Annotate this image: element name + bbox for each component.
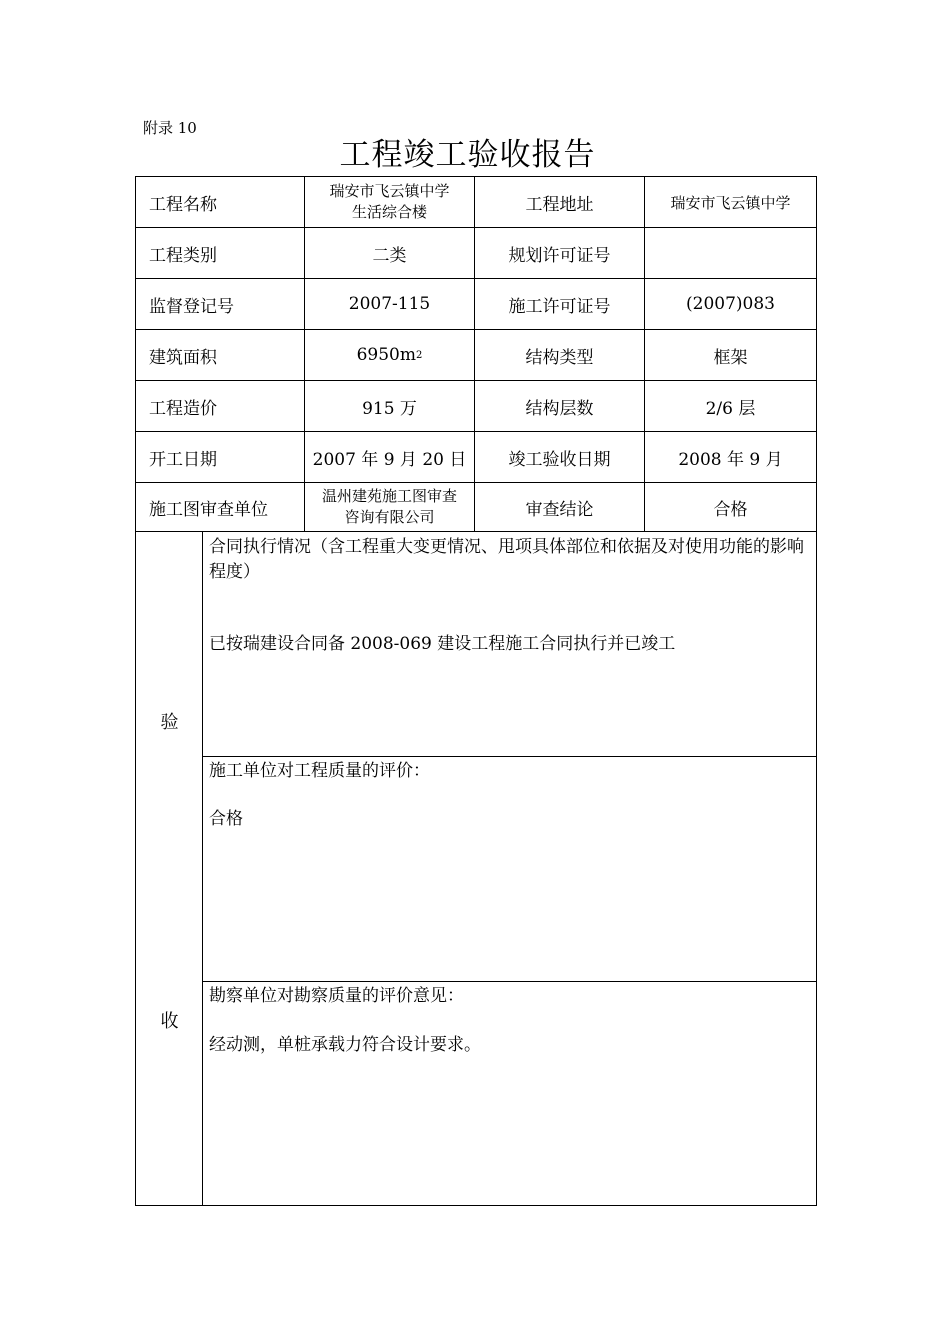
table-row-project-category [136, 228, 816, 279]
value-planning-permit [645, 228, 816, 278]
label-project-name: 工程名称 [136, 177, 305, 227]
table-row-supervision-number [136, 279, 816, 330]
value-project-name-line2: 生活综合楼 [351, 203, 427, 221]
value-building-area-unit: 2 [416, 349, 423, 361]
side-label-top: 验 [160, 712, 179, 733]
value-project-name [305, 177, 475, 227]
value-review-conclusion: 合格 [713, 499, 748, 520]
side-label-bottom: 收 [160, 1011, 179, 1032]
section-construction-evaluation-content: 合格 [209, 809, 243, 829]
label-review-unit: 施工图审查单位 [136, 483, 305, 531]
table-row-project-name [136, 177, 816, 228]
table-row-building-area [136, 330, 816, 381]
value-building-area-number: 6950m [356, 345, 416, 365]
label-supervision-number: 监督登记号 [136, 279, 305, 329]
value-review-unit-line1: 温州建苑施工图审查 [321, 487, 457, 505]
value-review-unit-line2: 咨询有限公司 [344, 508, 435, 526]
label-start-date: 开工日期 [136, 432, 305, 482]
label-acceptance-date: 竣工验收日期 [475, 432, 645, 482]
label-structure-type: 结构类型 [475, 330, 645, 380]
acceptance-side-column [136, 532, 203, 1206]
value-floors: 2/6 层 [705, 398, 756, 419]
label-building-area: 建筑面积 [136, 330, 305, 380]
value-structure-type: 框架 [713, 347, 748, 368]
value-review-unit [305, 483, 475, 531]
section-contract-execution [203, 532, 816, 757]
table-row-start-date [136, 432, 816, 483]
label-review-conclusion: 审查结论 [475, 483, 645, 531]
label-project-cost: 工程造价 [136, 381, 305, 431]
label-project-address: 工程地址 [475, 177, 645, 227]
value-project-name-line1: 瑞安市飞云镇中学 [329, 182, 450, 200]
value-supervision-number: 2007-115 [305, 279, 475, 329]
label-project-category: 工程类别 [136, 228, 305, 278]
value-acceptance-date: 2008 年 9 月 [678, 449, 783, 470]
value-start-date: 2007 年 9 月 20 日 [305, 432, 475, 482]
section-construction-evaluation-heading: 施工单位对工程质量的评价： [209, 761, 430, 781]
label-construction-permit: 施工许可证号 [475, 279, 645, 329]
value-construction-permit: (2007)083 [686, 294, 775, 314]
value-project-cost: 915 万 [305, 381, 475, 431]
section-survey-evaluation-heading: 勘察单位对勘察质量的评价意见： [209, 986, 464, 1006]
report-table [135, 176, 817, 1206]
report-title: 工程竣工验收报告 [339, 137, 596, 173]
label-floors: 结构层数 [475, 381, 645, 431]
section-construction-evaluation [203, 757, 816, 982]
value-project-category: 二类 [305, 228, 475, 278]
table-row-project-cost [136, 381, 816, 432]
label-planning-permit: 规划许可证号 [475, 228, 645, 278]
section-contract-execution-heading: 合同执行情况（含工程重大变更情况、甩项具体部位和依据及对使用功能的影响程度） [209, 537, 804, 582]
section-contract-execution-content: 已按瑞建设合同备 2008-069 建设工程施工合同执行并已竣工 [209, 634, 676, 654]
appendix-label: 附录 10 [143, 119, 197, 137]
section-survey-evaluation [203, 982, 816, 1206]
table-row-review-unit [136, 483, 816, 532]
section-survey-evaluation-content: 经动测，单桩承载力符合设计要求。 [209, 1035, 481, 1055]
value-building-area [305, 330, 475, 380]
value-project-address: 瑞安市飞云镇中学 [670, 193, 791, 212]
